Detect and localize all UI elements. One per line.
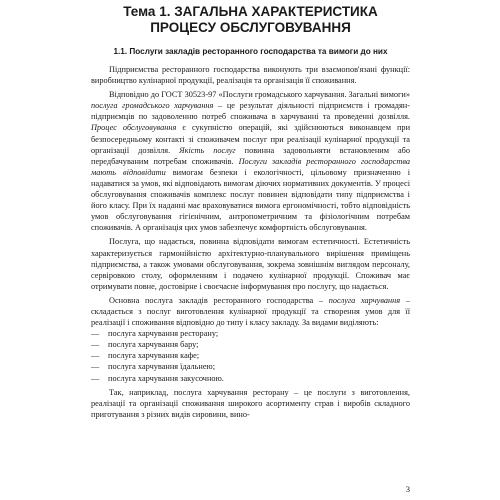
- list-item: [91, 350, 410, 361]
- paragraph-text: Основна послуга закладів ресторанного господарства –: [109, 295, 329, 305]
- paragraph-definitions: [91, 89, 410, 233]
- paragraph-text: є сукупністю операцій, які здійснюються виконавцем при безпосередньому контакті зі споживачем послуг при реалізації кулінарної продукції та організації дозвілля.: [91, 123, 411, 155]
- list-item: [91, 373, 410, 384]
- paragraph-functions: Підприємства ресторанного господарства виконують три взаємопов'язані функції: виробництво кулінарної продукції, реалізація та організація її споживання.: [91, 65, 410, 86]
- list-item: [91, 339, 410, 350]
- list-dash: —: [91, 362, 100, 372]
- paragraph-text: – складається з послуг виготовлення кулінарної продукції та створення умов для її реалізації і споживання відповідно до типу і класу закладу. За видами виділяють:: [91, 295, 410, 328]
- paragraph-main-service: [91, 295, 410, 328]
- list-dash: —: [91, 329, 100, 339]
- paragraph-text: повинна задовольняти встановленим або передбачуваним потребам споживачів.: [91, 145, 410, 166]
- paragraph-text: Відповідно до ГОСТ 30523-97 «Послуги громадського харчування. Загальні вимоги»: [109, 90, 410, 100]
- paragraph-text: виготовлення, реалізації та організації споживання широкого асортименту страв і виробів складного приготування з різних видів сировини, вино-: [91, 387, 410, 419]
- page-number: 3: [405, 484, 410, 494]
- list-dash: —: [91, 351, 100, 361]
- list-item: [91, 328, 410, 339]
- service-types-list: [91, 328, 410, 383]
- paragraph-text: Так, наприклад, послуга харчування ресторану – це послуги з: [109, 387, 361, 397]
- list-item-text: послуга харчування ресторану;: [108, 329, 219, 339]
- list-item-text: послуга харчування закусочною.: [108, 373, 224, 383]
- list-dash: —: [91, 373, 100, 383]
- italic-term: Послуги закладів ресторанного господарства мають відповідати: [91, 156, 411, 177]
- italic-term: послуга громадського харчування: [91, 101, 214, 111]
- paragraph-text: вимогам безпеки і екологічності, цільовому призначенню і надаватися за умов, які відповідають вимогам діючих нормативних документів. У процесі обслуговування споживачів комплекс послуг повинен відповідати типу підприємства і його класу. При їх наданні має враховуватися вимога ергономічності, тобто відповідність умов обслуговування гігієнічним, антропометричним та фізіологічним потребам споживачів. А організація цих умов забезпечує комфортність обслуговування.: [91, 167, 410, 233]
- list-item-text: послуга харчування бару;: [108, 340, 199, 350]
- italic-term: послуга харчування: [328, 295, 401, 305]
- list-item-text: послуга харчування їдальнею;: [108, 362, 216, 372]
- paragraph-text: – це результат діяльності підприємств і громадян-підприємців по задоволенню потреб споживача в харчуванні та проведенні дозвілля.: [91, 101, 410, 122]
- list-dash: —: [91, 340, 100, 350]
- chapter-title: Тема 1. ЗАГАЛЬНА ХАРАКТЕРИСТИКА ПРОЦЕСУ ОБСЛУГОВУВАННЯ: [123, 4, 378, 35]
- italic-term: Якість послуг: [179, 145, 236, 155]
- list-item-text: послуга харчування кафе;: [108, 351, 200, 361]
- section-title: 1.1. Послуги закладів ресторанного господарства та вимоги до них: [113, 47, 388, 56]
- paragraph-restaurant-example: [91, 387, 410, 420]
- italic-term: Процес обслуговування: [91, 123, 177, 133]
- list-item: [91, 361, 410, 372]
- paragraph-aesthetics: Послуга, що надається, повинна відповідати вимогам естетичності. Естетичність характеризується гармонійністю архітектурно-планувального вирішення приміщень підприємства, а також умовами обслуговування, зокрема зовнішнім виглядом персоналу, сервіровкою столу, оформленням і подачею кулінарної продукції. Споживач має отримувати повне, достовірне і своєчасне інформування про послугу, що надається.: [91, 237, 410, 291]
